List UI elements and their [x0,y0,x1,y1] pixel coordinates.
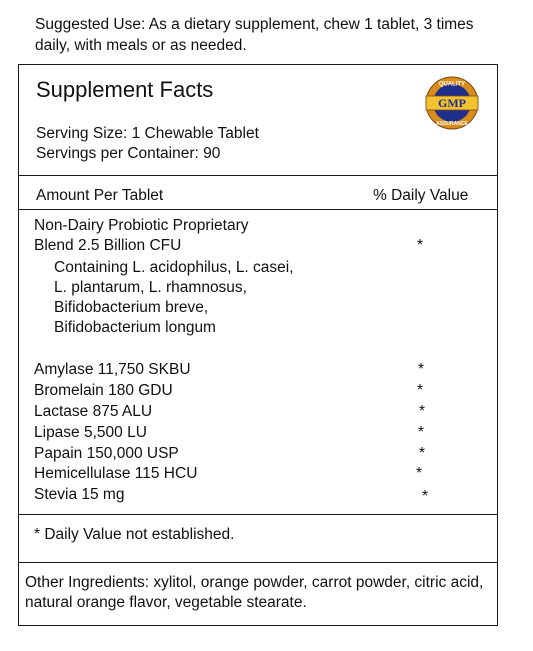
ingredient-name: Hemicellulase 115 HCU [34,465,198,482]
ingredient-daily-value: * [417,382,424,399]
blend-content-line: Bifidobacterium longum [54,319,216,336]
blend-content-line: Containing L. acidophilus, L. casei, [54,259,294,276]
panel-title: Supplement Facts [36,77,214,102]
ingredient-daily-value: * [418,361,425,378]
blend-name-line2: Blend 2.5 Billion CFU [34,237,182,254]
ingredient-daily-value: * [419,445,426,462]
suggested-use-text: Suggested Use: As a dietary supplement, chew 1 tablet, 3 times daily, with meals or as needed. [35,16,474,54]
divider [19,175,497,176]
serving-info [36,124,259,164]
ingredient-name: Stevia 15 mg [34,486,125,503]
ingredient-daily-value: * [416,465,423,482]
blend-daily-value: * [417,237,424,254]
blend-name-line1: Non-Dairy Probiotic Proprietary [34,217,249,234]
blend-content-line: L. plantarum, L. rhamnosus, [54,279,247,296]
blend-content-line: Bifidobacterium breve, [54,299,209,316]
ingredient-daily-value: * [419,403,426,420]
serving-size: Serving Size: 1 Chewable Tablet [36,125,259,142]
ingredient-name: Lipase 5,500 LU [34,424,147,441]
divider [19,562,497,563]
badge-center-text: GMP [438,96,466,110]
ingredient-name: Lactase 875 ALU [34,403,153,420]
other-ingredients: Other Ingredients: xylitol, orange powder, carrot powder, citric acid, natural orange flavor, vegetable stearate. [25,574,484,611]
divider [19,514,497,515]
divider [19,209,497,210]
amount-header: Amount Per Tablet [36,187,164,204]
ingredient-name: Papain 150,000 USP [34,445,179,462]
badge-top-text: QUALITY [438,81,466,88]
servings-per-container: Servings per Container: 90 [36,145,221,162]
gmp-quality-seal-icon [424,75,480,131]
ingredient-name: Bromelain 180 GDU [34,382,173,399]
badge-bottom-text: ASSURANCE [436,121,468,127]
daily-value-footnote: * Daily Value not established. [34,526,235,543]
supplement-facts-panel [18,64,498,626]
ingredient-name: Amylase 11,750 SKBU [34,361,191,378]
daily-value-header: % Daily Value [373,187,469,204]
ingredient-daily-value: * [422,488,429,505]
ingredient-daily-value: * [418,424,425,441]
